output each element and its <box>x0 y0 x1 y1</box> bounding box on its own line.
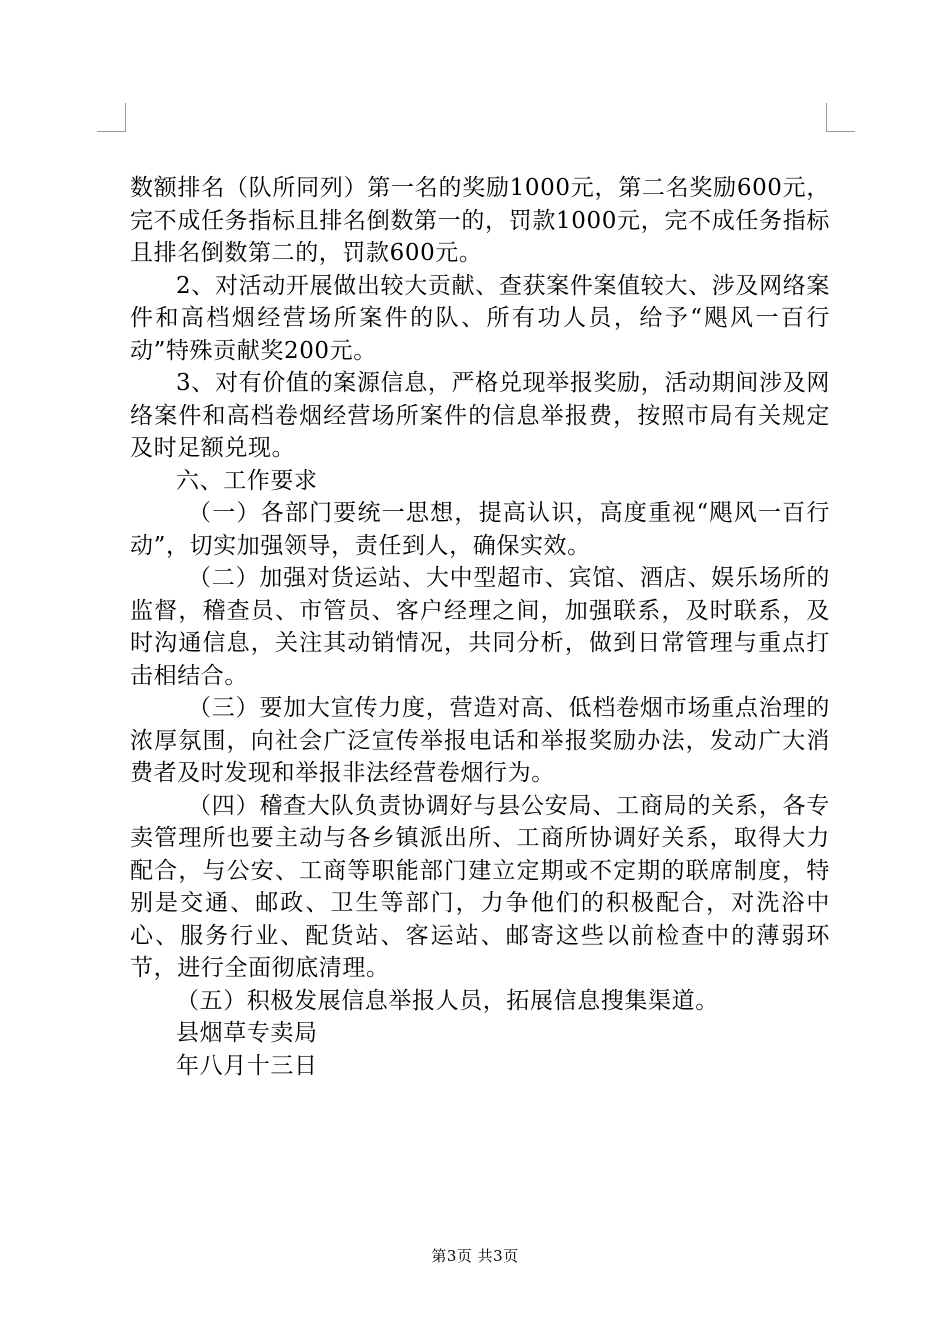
document-body <box>130 172 830 1082</box>
paragraph-requirement-2: （二）加强对货运站、大中型超市、宾馆、酒店、娱乐场所的监督，稽查员、市管员、客户经理之间，加强联系，及时联系，及时沟通信息，关注其动销情况，共同分析，做到日常管理与重点打击相结合。 <box>130 565 830 689</box>
paragraph-requirement-4: （四）稽查大队负责协调好与县公安局、工商局的关系，各专卖管理所也要主动与各乡镇派出所、工商所协调好关系，取得大力配合，与公安、工商等职能部门建立定期或不定期的联席制度，特别是交通、邮政、卫生等部门，力争他们的积极配合，对洗浴中心、服务行业、配货站、客运站、邮寄这些以前检查中的薄弱环节，进行全面彻底清理。 <box>130 792 830 981</box>
paragraph-requirement-5: （五）积极发展信息举报人员，拓展信息搜集渠道。 <box>176 987 719 1014</box>
signature-organization: 县烟草专卖局 <box>176 1020 318 1046</box>
margin-corner-mark-top-left <box>97 103 126 132</box>
paragraph-requirement-1: （一）各部门要统一思想，提高认识，高度重视“飓风一百行动”，切实加强领导，责任到人，确保实效。 <box>130 500 830 559</box>
margin-corner-mark-top-right <box>826 103 855 132</box>
page-number-footer: 第3页 共3页 <box>431 1247 519 1265</box>
paragraph-reward-ranking: 数额排名（队所同列）第一名的奖励1000元，第二名奖励600元，完不成任务指标且排名倒数第一的，罚款1000元，完不成任务指标且排名倒数第二的，罚款600元。 <box>130 175 830 266</box>
section-heading-work-requirements: 六、工作要求 <box>176 467 318 494</box>
signature-date: 年八月十三日 <box>176 1052 318 1079</box>
paragraph-item-3: 3、对有价值的案源信息，严格兑现举报奖励，活动期间涉及网络案件和高档卷烟经营场所案件的信息举报费，按照市局有关规定及时足额兑现。 <box>130 370 830 461</box>
paragraph-item-2: 2、对活动开展做出较大贡献、查获案件案值较大、涉及网络案件和高档烟经营场所案件的队、所有功人员，给予“飓风一百行动”特殊贡献奖200元。 <box>130 272 830 364</box>
paragraph-requirement-3: （三）要加大宣传力度，营造对高、低档卷烟市场重点治理的浓厚氛围，向社会广泛宣传举报电话和举报奖励办法，发动广大消费者及时发现和举报非法经营卷烟行为。 <box>130 695 830 786</box>
